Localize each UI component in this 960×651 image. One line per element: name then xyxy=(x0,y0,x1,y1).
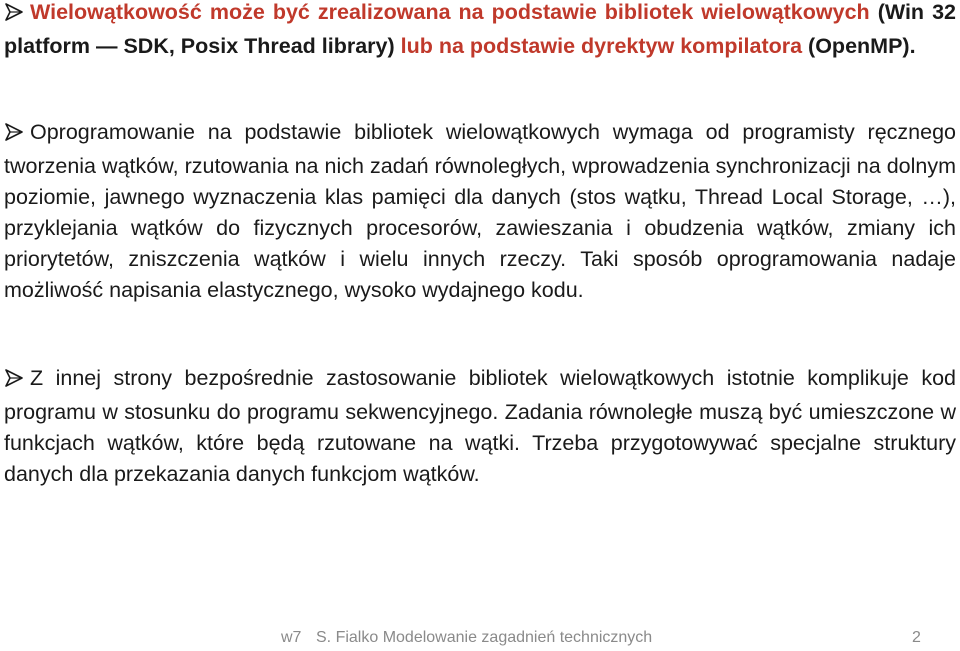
footer-week: w7 xyxy=(281,629,302,646)
arrow-bullet-icon xyxy=(4,0,30,31)
bullet-2-text: Oprogramowanie na podstawie bibliotek wielowątkowych wymaga od programisty ręcznego tworzenia wątków, rzutowania na nich zadań równoległych, wprowadzenia synchronizacji na dolnym poziomie, jawnego wyznaczenia klas pamięci dla danych (stos wątku, Thread Local Storage, …), przyklejania wątków do fizycznych procesorów, zawieszania i obudzenia wątków, zmiany ich priorytetów, zniszczenia wątków i wielu innych rzeczy. Taki sposób oprogramowania nadaje możliwość napisania elastycznego, wysoko wydajnego kodu. xyxy=(4,120,956,302)
arrow-bullet-icon xyxy=(4,366,30,397)
bullet-1-segment-3: lub na podstawie dyrektyw kompilatora xyxy=(400,34,809,58)
footer xyxy=(0,629,960,651)
bullet-3-text: Z innej strony bezpośrednie zastosowanie bibliotek wielowątkowych istotnie komplikuje kod programu w stosunku do programu sekwencyjnego. Zadania równoległe muszą być umieszczone w funkcjach wątków, które będą rzutowane na wątki. Trzeba przygotowywać specjalne struktury danych dla przekazania danych funkcjom wątków. xyxy=(4,366,956,486)
footer-page-number: 2 xyxy=(912,629,921,646)
bullet-1 xyxy=(4,0,956,62)
bullet-1-segment-2: (Win 32 platform — SDK, Posix Thread library) xyxy=(4,0,956,58)
arrow-bullet-icon xyxy=(4,120,30,151)
footer-title: S. Fialko Modelowanie zagadnień technicznych xyxy=(316,629,653,646)
bullet-1-segment-1: Wielowątkowość może być zrealizowana na podstawie bibliotek wielowątkowych xyxy=(30,0,878,24)
bullet-2 xyxy=(4,117,956,306)
bullet-3 xyxy=(4,363,956,490)
bullet-1-segment-4: (OpenMP). xyxy=(808,34,916,58)
